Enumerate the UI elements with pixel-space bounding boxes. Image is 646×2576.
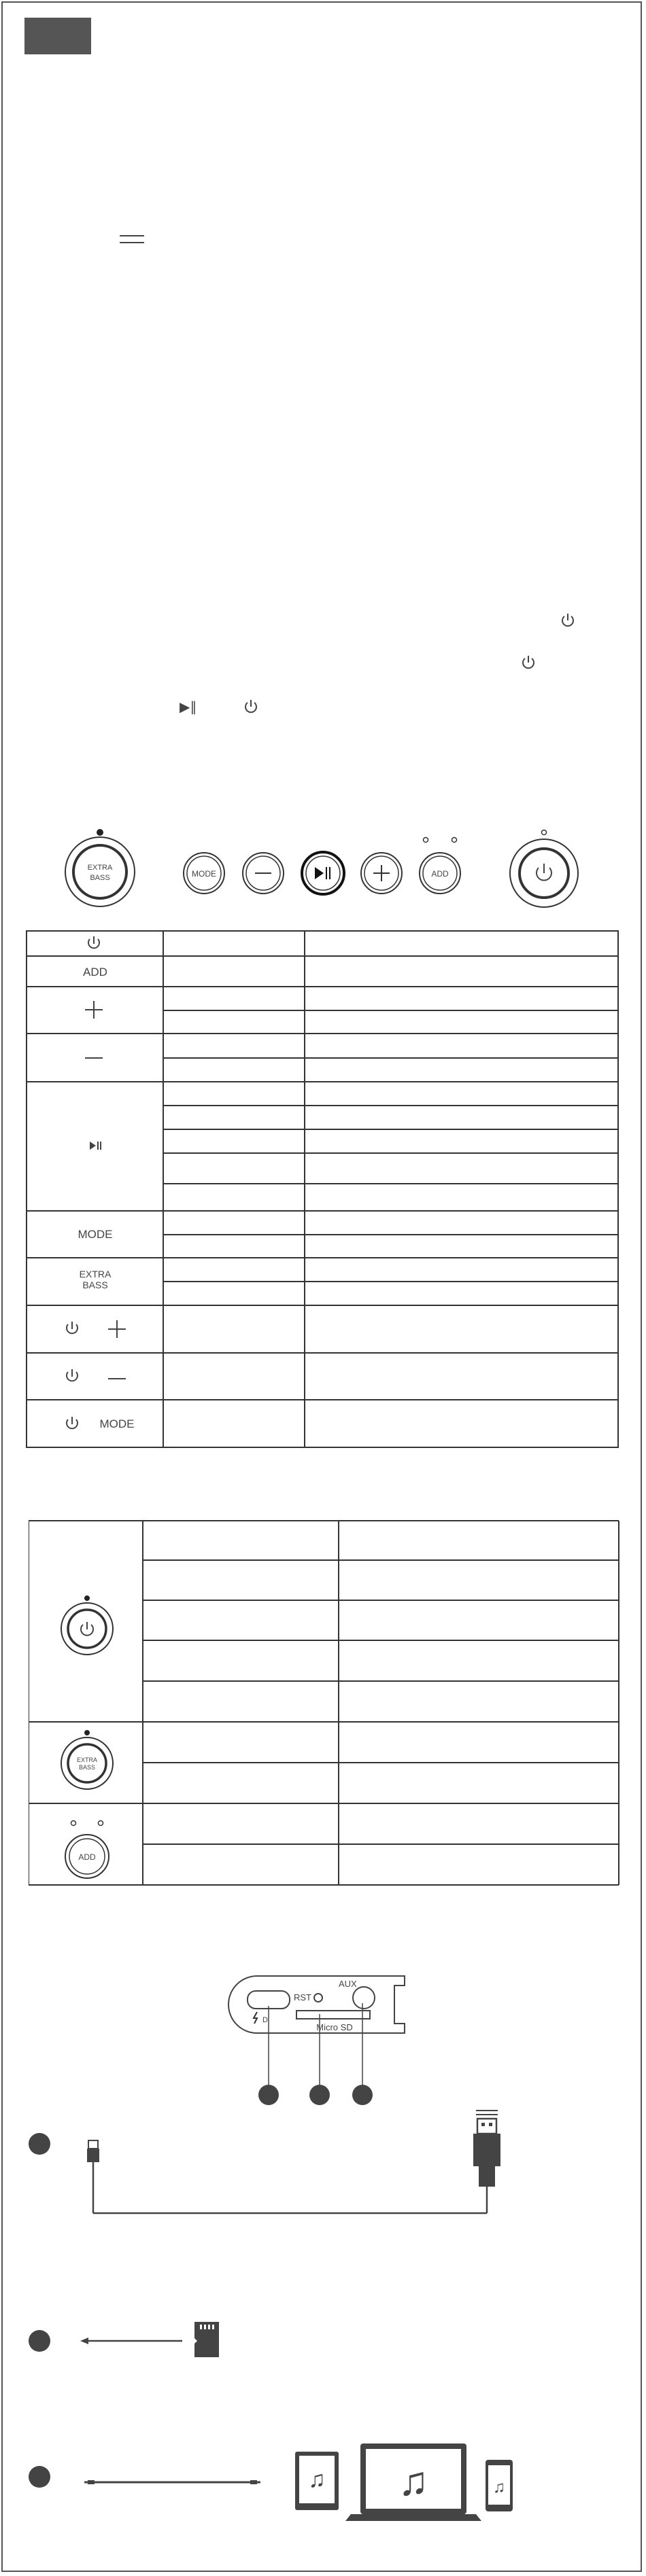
svg-text:D: D: [262, 2016, 268, 2024]
step-dot-1: [29, 2133, 50, 2155]
tablet-music-icon: [295, 2452, 339, 2510]
power-icon: [520, 654, 537, 671]
double-line-icon: [120, 235, 144, 243]
rst-label: RST: [294, 1992, 311, 2002]
mode-label: MODE: [192, 869, 216, 879]
mode-button[interactable]: [184, 853, 224, 894]
button-functions-table: [26, 930, 620, 1449]
add-led-button-icon: [65, 1821, 109, 1879]
power-led-button-icon: [61, 1595, 113, 1655]
callout-dot-2: [309, 2085, 330, 2105]
usb-plug-icon: [473, 2111, 500, 2187]
row-plus: [85, 1001, 103, 1019]
extra-bass-led-label-1: EXTRA: [76, 1757, 98, 1763]
reset-hole: [314, 1994, 322, 2002]
svg-text:♫: ♫: [308, 2467, 326, 2492]
extra-bass-label-2: BASS: [90, 874, 110, 882]
power-icon: [559, 612, 577, 629]
power-button[interactable]: [510, 830, 578, 908]
extra-bass-led-button-icon: [61, 1730, 113, 1789]
extra-bass-button[interactable]: [65, 829, 135, 906]
play-pause-icon: [315, 867, 324, 879]
extra-bass-label-1: EXTRA: [87, 864, 113, 872]
play-pause-button[interactable]: [302, 852, 344, 894]
aux-cable-icon: [84, 2480, 260, 2484]
micro-usb-plug-icon: [88, 2140, 98, 2149]
micro-sd-card-icon: [194, 2322, 219, 2357]
micro-sd-slot: [296, 2011, 370, 2019]
row-extra-bass-label-1: EXTRA: [79, 1269, 112, 1280]
row-add-label: ADD: [83, 966, 107, 978]
step-micro-sd-diagram: [24, 2314, 242, 2368]
button-panel: [54, 822, 598, 911]
lightning-icon: [254, 2012, 257, 2024]
volume-up-button[interactable]: [361, 853, 402, 894]
aux-label: AUX: [339, 1979, 357, 1989]
add-led-label: ADD: [78, 1852, 96, 1862]
row-power-plus: [67, 1320, 126, 1338]
led-indicator-table: [29, 1520, 620, 1887]
extra-bass-led-label-2: BASS: [78, 1764, 96, 1771]
callout-dot-3: [352, 2085, 373, 2105]
ports-panel: [224, 1964, 415, 2113]
aux-port: [353, 1987, 375, 2009]
row-power-mode: [67, 1417, 135, 1430]
laptop-music-icon: [345, 2443, 481, 2521]
play-pause-icon: ▶∥: [180, 700, 197, 715]
add-label: ADD: [431, 869, 449, 879]
arrow-left-icon: [80, 2337, 88, 2344]
add-button[interactable]: [420, 838, 460, 894]
row-power-minus: [67, 1369, 126, 1381]
svg-text:♫: ♫: [493, 2478, 505, 2496]
row-power-mode-label: MODE: [99, 1417, 135, 1430]
micro-sd-label: Micro SD: [316, 2022, 353, 2032]
callout-dot-1: [258, 2085, 279, 2105]
power-icon: [242, 698, 260, 716]
step-aux-diagram: [24, 2439, 528, 2521]
phone-music-icon: [486, 2460, 513, 2511]
volume-down-button[interactable]: [243, 853, 284, 894]
svg-text:♫: ♫: [398, 2458, 429, 2504]
row-mode-label: MODE: [78, 1228, 113, 1241]
row-extra-bass-label-2: BASS: [82, 1280, 108, 1290]
step-dot-2: [29, 2330, 50, 2352]
header-block: [24, 18, 91, 54]
play-pause-icon: [90, 1142, 96, 1150]
step-charging-diagram: [24, 2106, 514, 2222]
row-play-pause: [90, 1142, 101, 1150]
row-power: [88, 936, 99, 948]
step-dot-3: [29, 2466, 50, 2488]
